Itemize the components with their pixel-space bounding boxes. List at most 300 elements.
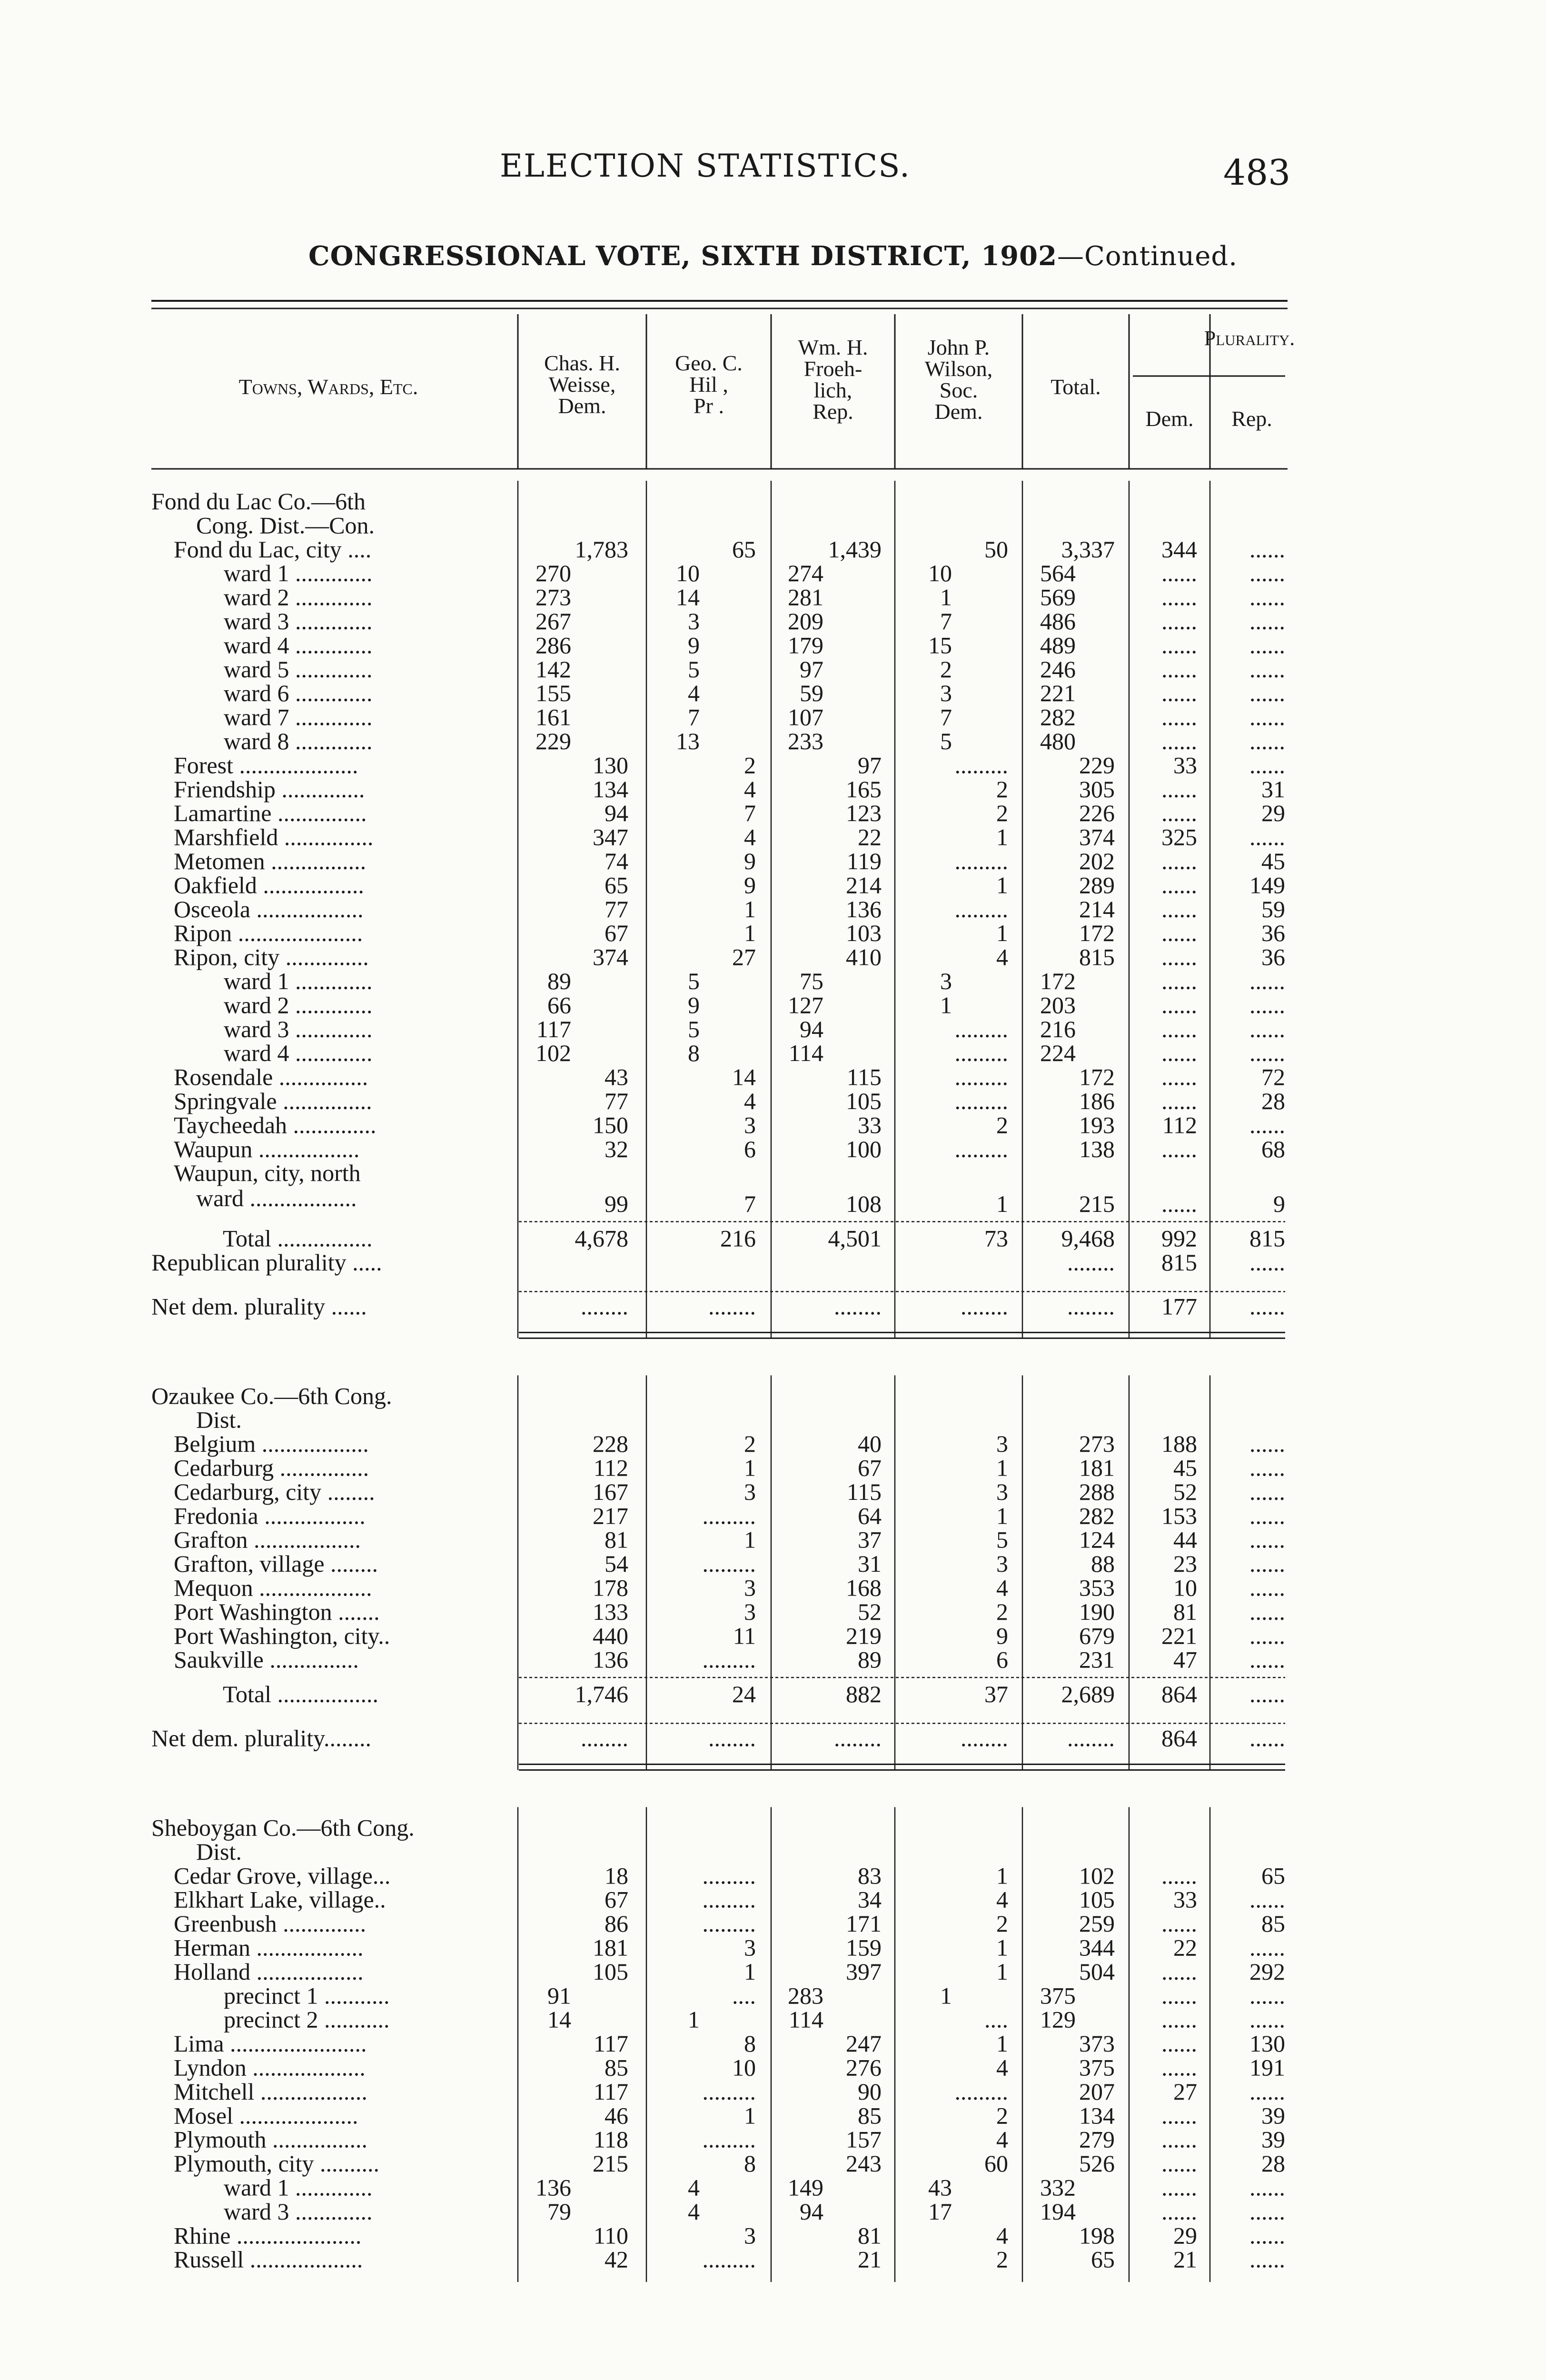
row-value: ......... — [702, 1910, 756, 1937]
row-value: 88 — [1091, 1550, 1115, 1577]
row-value: 215 — [593, 2150, 628, 2177]
row-value: 233 — [788, 728, 823, 754]
column-header-wilson: Wilson, — [924, 357, 993, 381]
row-value: ...... — [1161, 728, 1197, 754]
row-value: ...... — [1249, 655, 1285, 683]
sub-row-label: ward 2 ............. — [224, 584, 373, 611]
row-value: 112 — [593, 1454, 628, 1481]
row-value: ...... — [1161, 1135, 1197, 1162]
row-value: 679 — [1079, 1622, 1115, 1649]
page-number: 483 — [1223, 152, 1291, 193]
row-value: 159 — [846, 1934, 882, 1961]
column-header-hill: Pr . — [694, 394, 724, 418]
row-label: Russell ................... — [174, 2246, 363, 2273]
row-value: 34 — [858, 1886, 882, 1913]
row-value: ...... — [1249, 1502, 1285, 1529]
row-label: Greenbush .............. — [174, 1910, 367, 1937]
row-value: ......... — [702, 1862, 756, 1889]
row-value: ......... — [702, 1886, 756, 1913]
row-value: ...... — [1249, 1111, 1285, 1139]
row-value: ...... — [1249, 1886, 1285, 1913]
row-value: 1 — [744, 1526, 756, 1553]
net-plurality-value: ...... — [1249, 1725, 1285, 1752]
row-value: 105 — [593, 1958, 628, 1985]
row-value: 64 — [858, 1502, 882, 1529]
row-value: 353 — [1079, 1574, 1115, 1601]
row-value: 3 — [688, 608, 700, 635]
row-label: Friendship .............. — [174, 775, 365, 803]
row-label: Grafton, village ........ — [174, 1550, 378, 1577]
row-value: 43 — [928, 2174, 952, 2201]
row-value: 4 — [744, 823, 756, 851]
row-value: ...... — [1161, 895, 1197, 922]
row-value: 136 — [535, 2174, 571, 2201]
row-value: ...... — [1249, 584, 1285, 611]
row-value: 52 — [858, 1598, 882, 1625]
row-value: 410 — [846, 943, 882, 971]
row-value: 273 — [1079, 1430, 1115, 1458]
row-value: 440 — [593, 1622, 628, 1649]
row-value: ...... — [1249, 2198, 1285, 2225]
row-value: 66 — [547, 992, 571, 1019]
net-plurality-value: ........ — [708, 1293, 756, 1320]
row-value: 45 — [1173, 1454, 1197, 1481]
row-value: 2 — [996, 1910, 1008, 1937]
column-header-hill: Geo. C. — [675, 351, 743, 375]
row-value: 67 — [858, 1454, 882, 1481]
row-value: 374 — [593, 943, 628, 971]
row-value: 67 — [605, 920, 628, 947]
total-value: 24 — [732, 1681, 756, 1708]
total-value: ...... — [1249, 1681, 1285, 1708]
row-value: 1 — [744, 920, 756, 947]
sub-row-label: ward 5 ............. — [224, 655, 373, 683]
row-value: 130 — [593, 752, 628, 779]
row-value: 1 — [744, 895, 756, 922]
row-value: 85 — [605, 2054, 628, 2081]
row-value: 207 — [1079, 2078, 1115, 2105]
row-value: 86 — [605, 1910, 628, 1937]
row-value: 42 — [605, 2246, 628, 2273]
row-value: ...... — [1249, 536, 1285, 563]
row-value: 1 — [940, 1982, 952, 2009]
row-value: ...... — [1161, 1910, 1197, 1937]
row-value: 5 — [996, 1526, 1008, 1553]
row-value: 1 — [996, 823, 1008, 851]
row-value: 3,337 — [1061, 536, 1115, 563]
row-value: 5 — [940, 728, 952, 754]
sub-row-label: ward 3 ............. — [224, 1015, 373, 1042]
sub-row-label: ward 3 ............. — [224, 608, 373, 635]
row-value: 81 — [858, 2222, 882, 2249]
row-value: 13 — [676, 728, 700, 754]
total-value: 2,689 — [1061, 1681, 1115, 1708]
row-label: Port Washington ....... — [174, 1598, 380, 1625]
row-value: 3 — [996, 1430, 1008, 1458]
row-value: 105 — [1079, 1886, 1115, 1913]
net-plurality-value: 864 — [1161, 1725, 1197, 1752]
row-value: 2 — [744, 1430, 756, 1458]
row-value: 193 — [1079, 1111, 1115, 1139]
row-value: 1 — [996, 1958, 1008, 1985]
sub-row-label: precinct 2 ........... — [224, 2006, 390, 2033]
row-value: ......... — [954, 1135, 1008, 1162]
total-label: Total ................. — [223, 1681, 379, 1708]
net-plurality-value: ........ — [708, 1725, 756, 1752]
row-value: 36 — [1261, 943, 1285, 971]
column-header-weisse: Chas. H. — [544, 351, 620, 375]
row-value: 123 — [846, 800, 882, 827]
row-value: ...... — [1249, 2222, 1285, 2249]
row-value: ...... — [1161, 632, 1197, 659]
row-value: 10 — [928, 560, 952, 587]
row-value: ...... — [1161, 1040, 1197, 1067]
row-value: 9 — [996, 1622, 1008, 1649]
row-value: 83 — [858, 1862, 882, 1889]
row-value: 33 — [1173, 752, 1197, 779]
row-value: 105 — [846, 1088, 882, 1114]
row-value: 5 — [688, 1015, 700, 1042]
row-label: Lyndon ................... — [174, 2054, 366, 2081]
row-value: 21 — [1173, 2246, 1197, 2273]
column-header-towns: Towns, Wards, Etc. — [238, 375, 418, 399]
row-label: Herman .................. — [174, 1934, 364, 1961]
row-value: 81 — [605, 1526, 628, 1553]
row-value: ...... — [1161, 943, 1197, 971]
column-header-froehlich: lich, — [813, 378, 852, 402]
row-value: 373 — [1079, 2030, 1115, 2057]
row-value: 229 — [1079, 752, 1115, 779]
row-value: 247 — [846, 2030, 882, 2057]
row-value: 2 — [996, 800, 1008, 827]
column-header-froehlich: Rep. — [813, 399, 853, 424]
row-value: 181 — [593, 1934, 628, 1961]
row-value: ...... — [1249, 1934, 1285, 1961]
row-value: ...... — [1249, 680, 1285, 707]
row-value: 172 — [1040, 968, 1076, 994]
row-value: ...... — [1161, 2102, 1197, 2129]
row-value: 4 — [688, 2198, 700, 2225]
row-value: 94 — [800, 2198, 823, 2225]
section-heading: Dist. — [196, 1838, 242, 1865]
row-value: 33 — [1173, 1886, 1197, 1913]
row-label: Mequon ................... — [174, 1574, 372, 1601]
row-label: Plymouth ................ — [174, 2126, 367, 2153]
row-value: 1 — [996, 2030, 1008, 2057]
row-value: 52 — [1173, 1478, 1197, 1505]
row-value: 14 — [676, 584, 700, 611]
row-value: 243 — [846, 2150, 882, 2177]
row-value: ...... — [1161, 992, 1197, 1019]
row-value: 134 — [593, 775, 628, 803]
row-label: Osceola .................. — [174, 895, 364, 922]
row-value: 283 — [788, 1982, 823, 2009]
row-value: 21 — [858, 2246, 882, 2273]
row-value: 4 — [996, 2126, 1008, 2153]
row-value: ...... — [1249, 632, 1285, 659]
row-value: 99 — [605, 1190, 628, 1218]
row-value: ...... — [1161, 2174, 1197, 2201]
row-value: 114 — [788, 2006, 823, 2033]
row-value: ...... — [1161, 655, 1197, 683]
row-label: Rosendale ............... — [174, 1063, 368, 1091]
row-value: 186 — [1079, 1088, 1115, 1114]
row-value: 8 — [688, 1040, 700, 1067]
total-value: 4,678 — [575, 1225, 628, 1252]
row-value: 85 — [1261, 1910, 1285, 1937]
row-value: 133 — [593, 1598, 628, 1625]
row-value: 108 — [846, 1190, 882, 1218]
row-value: 47 — [1173, 1646, 1197, 1673]
row-value: ...... — [1161, 2030, 1197, 2057]
section-heading: Dist. — [196, 1406, 242, 1433]
row-value: 114 — [788, 1040, 823, 1067]
total-label: Republican plurality ..... — [151, 1249, 382, 1276]
row-value: 1 — [996, 1190, 1008, 1218]
row-value: 149 — [1249, 872, 1285, 899]
row-label: Saukville ............... — [174, 1646, 359, 1673]
row-value: 216 — [1040, 1015, 1076, 1042]
row-value: 276 — [846, 2054, 882, 2081]
row-value: 221 — [1161, 1622, 1197, 1649]
row-value: ...... — [1249, 728, 1285, 754]
column-header-weisse: Weisse, — [548, 372, 616, 397]
row-value: 3 — [940, 968, 952, 994]
row-value: ......... — [954, 1015, 1008, 1042]
row-value: 3 — [744, 1111, 756, 1139]
row-value: 3 — [996, 1478, 1008, 1505]
row-value: 37 — [858, 1526, 882, 1553]
row-value: 14 — [547, 2006, 571, 2033]
row-value: 3 — [744, 2222, 756, 2249]
row-value: 279 — [1079, 2126, 1115, 2153]
column-header-hill: Hil , — [689, 372, 728, 397]
sub-row-label: ward 1 ............. — [224, 560, 373, 587]
row-label: Ripon ..................... — [174, 920, 363, 947]
row-value: 129 — [1040, 2006, 1076, 2033]
row-value: 214 — [846, 872, 882, 899]
sub-row-label: ward 4 ............. — [224, 632, 373, 659]
row-label: Fond du Lac, city .... — [174, 536, 372, 563]
row-value: 2 — [996, 1111, 1008, 1139]
column-header-froehlich: Froeh- — [803, 357, 862, 381]
row-value: 489 — [1040, 632, 1076, 659]
row-value: 226 — [1079, 800, 1115, 827]
row-value: 815 — [1079, 943, 1115, 971]
row-value: ...... — [1249, 1040, 1285, 1067]
row-value: ...... — [1161, 1958, 1197, 1985]
row-value: 375 — [1079, 2054, 1115, 2081]
row-value: 325 — [1161, 823, 1197, 851]
row-value: 214 — [1079, 895, 1115, 922]
row-value: ...... — [1161, 848, 1197, 874]
row-value: ...... — [1161, 2054, 1197, 2081]
row-value: ...... — [1249, 1646, 1285, 1673]
row-label: Port Washington, city.. — [174, 1622, 390, 1649]
row-value: 7 — [940, 704, 952, 731]
row-value: 2 — [996, 2246, 1008, 2273]
row-value: 81 — [1173, 1598, 1197, 1625]
row-value: 115 — [846, 1478, 882, 1505]
row-value: 157 — [846, 2126, 882, 2153]
row-label: Metomen ................ — [174, 848, 367, 874]
row-value: 10 — [732, 2054, 756, 2081]
row-value: 3 — [744, 1934, 756, 1961]
row-value: 288 — [1079, 1478, 1115, 1505]
row-label: Plymouth, city .......... — [174, 2150, 379, 2177]
sub-row-label: ward 4 ............. — [224, 1040, 373, 1067]
row-value: 202 — [1079, 848, 1115, 874]
row-label: Fredonia ................. — [174, 1502, 366, 1529]
row-value: 117 — [593, 2078, 628, 2105]
row-value: ...... — [1249, 1598, 1285, 1625]
row-value: ...... — [1249, 2174, 1285, 2201]
row-value: 4 — [996, 943, 1008, 971]
row-label: Mitchell .................. — [174, 2078, 367, 2105]
row-value: 17 — [928, 2198, 952, 2225]
column-header-plurality-rep: Rep. — [1231, 407, 1272, 431]
row-value: 2 — [940, 655, 952, 683]
row-value: 59 — [800, 680, 823, 707]
row-value: 5 — [688, 655, 700, 683]
column-header-wilson: John P. — [927, 335, 990, 359]
row-value: 14 — [732, 1063, 756, 1091]
row-value: ...... — [1161, 560, 1197, 587]
net-plurality-value: ...... — [1249, 1293, 1285, 1320]
row-value: 117 — [536, 1015, 571, 1042]
sub-row-label: ward 6 ............. — [224, 680, 373, 707]
row-value: 270 — [535, 560, 571, 587]
row-value: 215 — [1079, 1190, 1115, 1218]
row-value: ...... — [1161, 1088, 1197, 1114]
row-value: 4 — [744, 775, 756, 803]
row-value: 46 — [605, 2102, 628, 2129]
row-value: 119 — [846, 848, 882, 874]
row-value: 150 — [593, 1111, 628, 1139]
section-heading: Sheboygan Co.—6th Cong. — [151, 1814, 415, 1841]
row-value: 228 — [593, 1430, 628, 1458]
row-value: 72 — [1261, 1063, 1285, 1091]
row-value: 91 — [547, 1982, 571, 2009]
row-value: 375 — [1040, 1982, 1076, 2009]
row-value: 246 — [1040, 655, 1076, 683]
row-value: ...... — [1161, 1982, 1197, 2009]
row-value: 7 — [688, 704, 700, 731]
total-value: ........ — [1067, 1249, 1115, 1276]
row-value: 28 — [1261, 1088, 1285, 1114]
sub-row-label: ward 2 ............. — [224, 992, 373, 1019]
row-value: ......... — [702, 1646, 756, 1673]
net-plurality-value: ........ — [834, 1293, 882, 1320]
net-plurality-value: ........ — [961, 1725, 1008, 1752]
section-heading: Cong. Dist.—Con. — [196, 512, 375, 539]
row-value: ...... — [1249, 2246, 1285, 2273]
row-value: 504 — [1079, 1958, 1115, 1985]
row-value: 65 — [605, 872, 628, 899]
row-value: 67 — [605, 1886, 628, 1913]
row-label: Belgium .................. — [174, 1430, 369, 1458]
total-value: 37 — [984, 1681, 1008, 1708]
row-value: ......... — [954, 1063, 1008, 1091]
row-value: 97 — [800, 655, 823, 683]
row-value: 149 — [788, 2174, 823, 2201]
row-value: 10 — [1173, 1574, 1197, 1601]
row-value: 167 — [593, 1478, 628, 1505]
row-value: 89 — [858, 1646, 882, 1673]
row-value: 43 — [605, 1063, 628, 1091]
row-value: 134 — [1079, 2102, 1115, 2129]
row-value: 1 — [996, 1454, 1008, 1481]
row-value: 229 — [535, 728, 571, 754]
row-value: ...... — [1161, 2006, 1197, 2033]
row-value: ...... — [1249, 2006, 1285, 2033]
row-value: 219 — [846, 1622, 882, 1649]
row-label: Waupun, city, north — [174, 1160, 361, 1187]
row-value: 1,439 — [828, 536, 882, 563]
row-value: 27 — [732, 943, 756, 971]
row-value: 60 — [984, 2150, 1008, 2177]
row-value: 31 — [858, 1550, 882, 1577]
net-plurality-value: ........ — [1067, 1293, 1115, 1320]
row-value: 59 — [1261, 895, 1285, 922]
row-value: ...... — [1161, 2126, 1197, 2153]
row-value: 23 — [1173, 1550, 1197, 1577]
row-value: 282 — [1079, 1502, 1115, 1529]
row-value: 267 — [535, 608, 571, 635]
row-value: ...... — [1249, 992, 1285, 1019]
row-value: 44 — [1173, 1526, 1197, 1553]
total-value: ...... — [1249, 1249, 1285, 1276]
row-value: 22 — [1173, 1934, 1197, 1961]
row-value: 50 — [984, 536, 1008, 563]
row-value: ...... — [1249, 752, 1285, 779]
row-value: 127 — [788, 992, 823, 1019]
row-value: ......... — [702, 2078, 756, 2105]
row-value: ...... — [1161, 920, 1197, 947]
row-label: Marshfield ............... — [174, 823, 374, 851]
row-value: 100 — [846, 1135, 882, 1162]
row-value: ...... — [1249, 1622, 1285, 1649]
row-label: Elkhart Lake, village.. — [174, 1886, 386, 1913]
subtitle-continued: —Continued. — [1057, 241, 1238, 272]
row-value: 33 — [858, 1111, 882, 1139]
row-value: ...... — [1249, 608, 1285, 635]
row-value: 289 — [1079, 872, 1115, 899]
net-plurality-label: Net dem. plurality ...... — [151, 1293, 367, 1320]
row-value: 75 — [800, 968, 823, 994]
sub-row-label: precinct 1 ........... — [224, 1982, 390, 2009]
row-value: 8 — [744, 2150, 756, 2177]
row-value: ...... — [1161, 2150, 1197, 2177]
row-label: Holland .................. — [174, 1958, 364, 1985]
row-value: 94 — [800, 1015, 823, 1042]
row-label: Forest .................... — [174, 752, 358, 779]
row-label: Rhine ..................... — [174, 2222, 362, 2249]
row-value: 281 — [788, 584, 823, 611]
column-header-total: Total. — [1050, 375, 1101, 399]
row-value: 22 — [858, 823, 882, 851]
row-value: 217 — [593, 1502, 628, 1529]
row-value: 89 — [547, 968, 571, 994]
row-value: 292 — [1249, 1958, 1285, 1985]
sub-row-label: ward 1 ............. — [224, 2174, 373, 2201]
row-value: 54 — [605, 1550, 628, 1577]
column-header-wilson: Dem. — [934, 399, 983, 424]
row-value: 68 — [1261, 1135, 1285, 1162]
section-heading: Fond du Lac Co.—6th — [151, 488, 366, 515]
row-value: 118 — [593, 2126, 628, 2153]
row-value: ...... — [1249, 704, 1285, 731]
